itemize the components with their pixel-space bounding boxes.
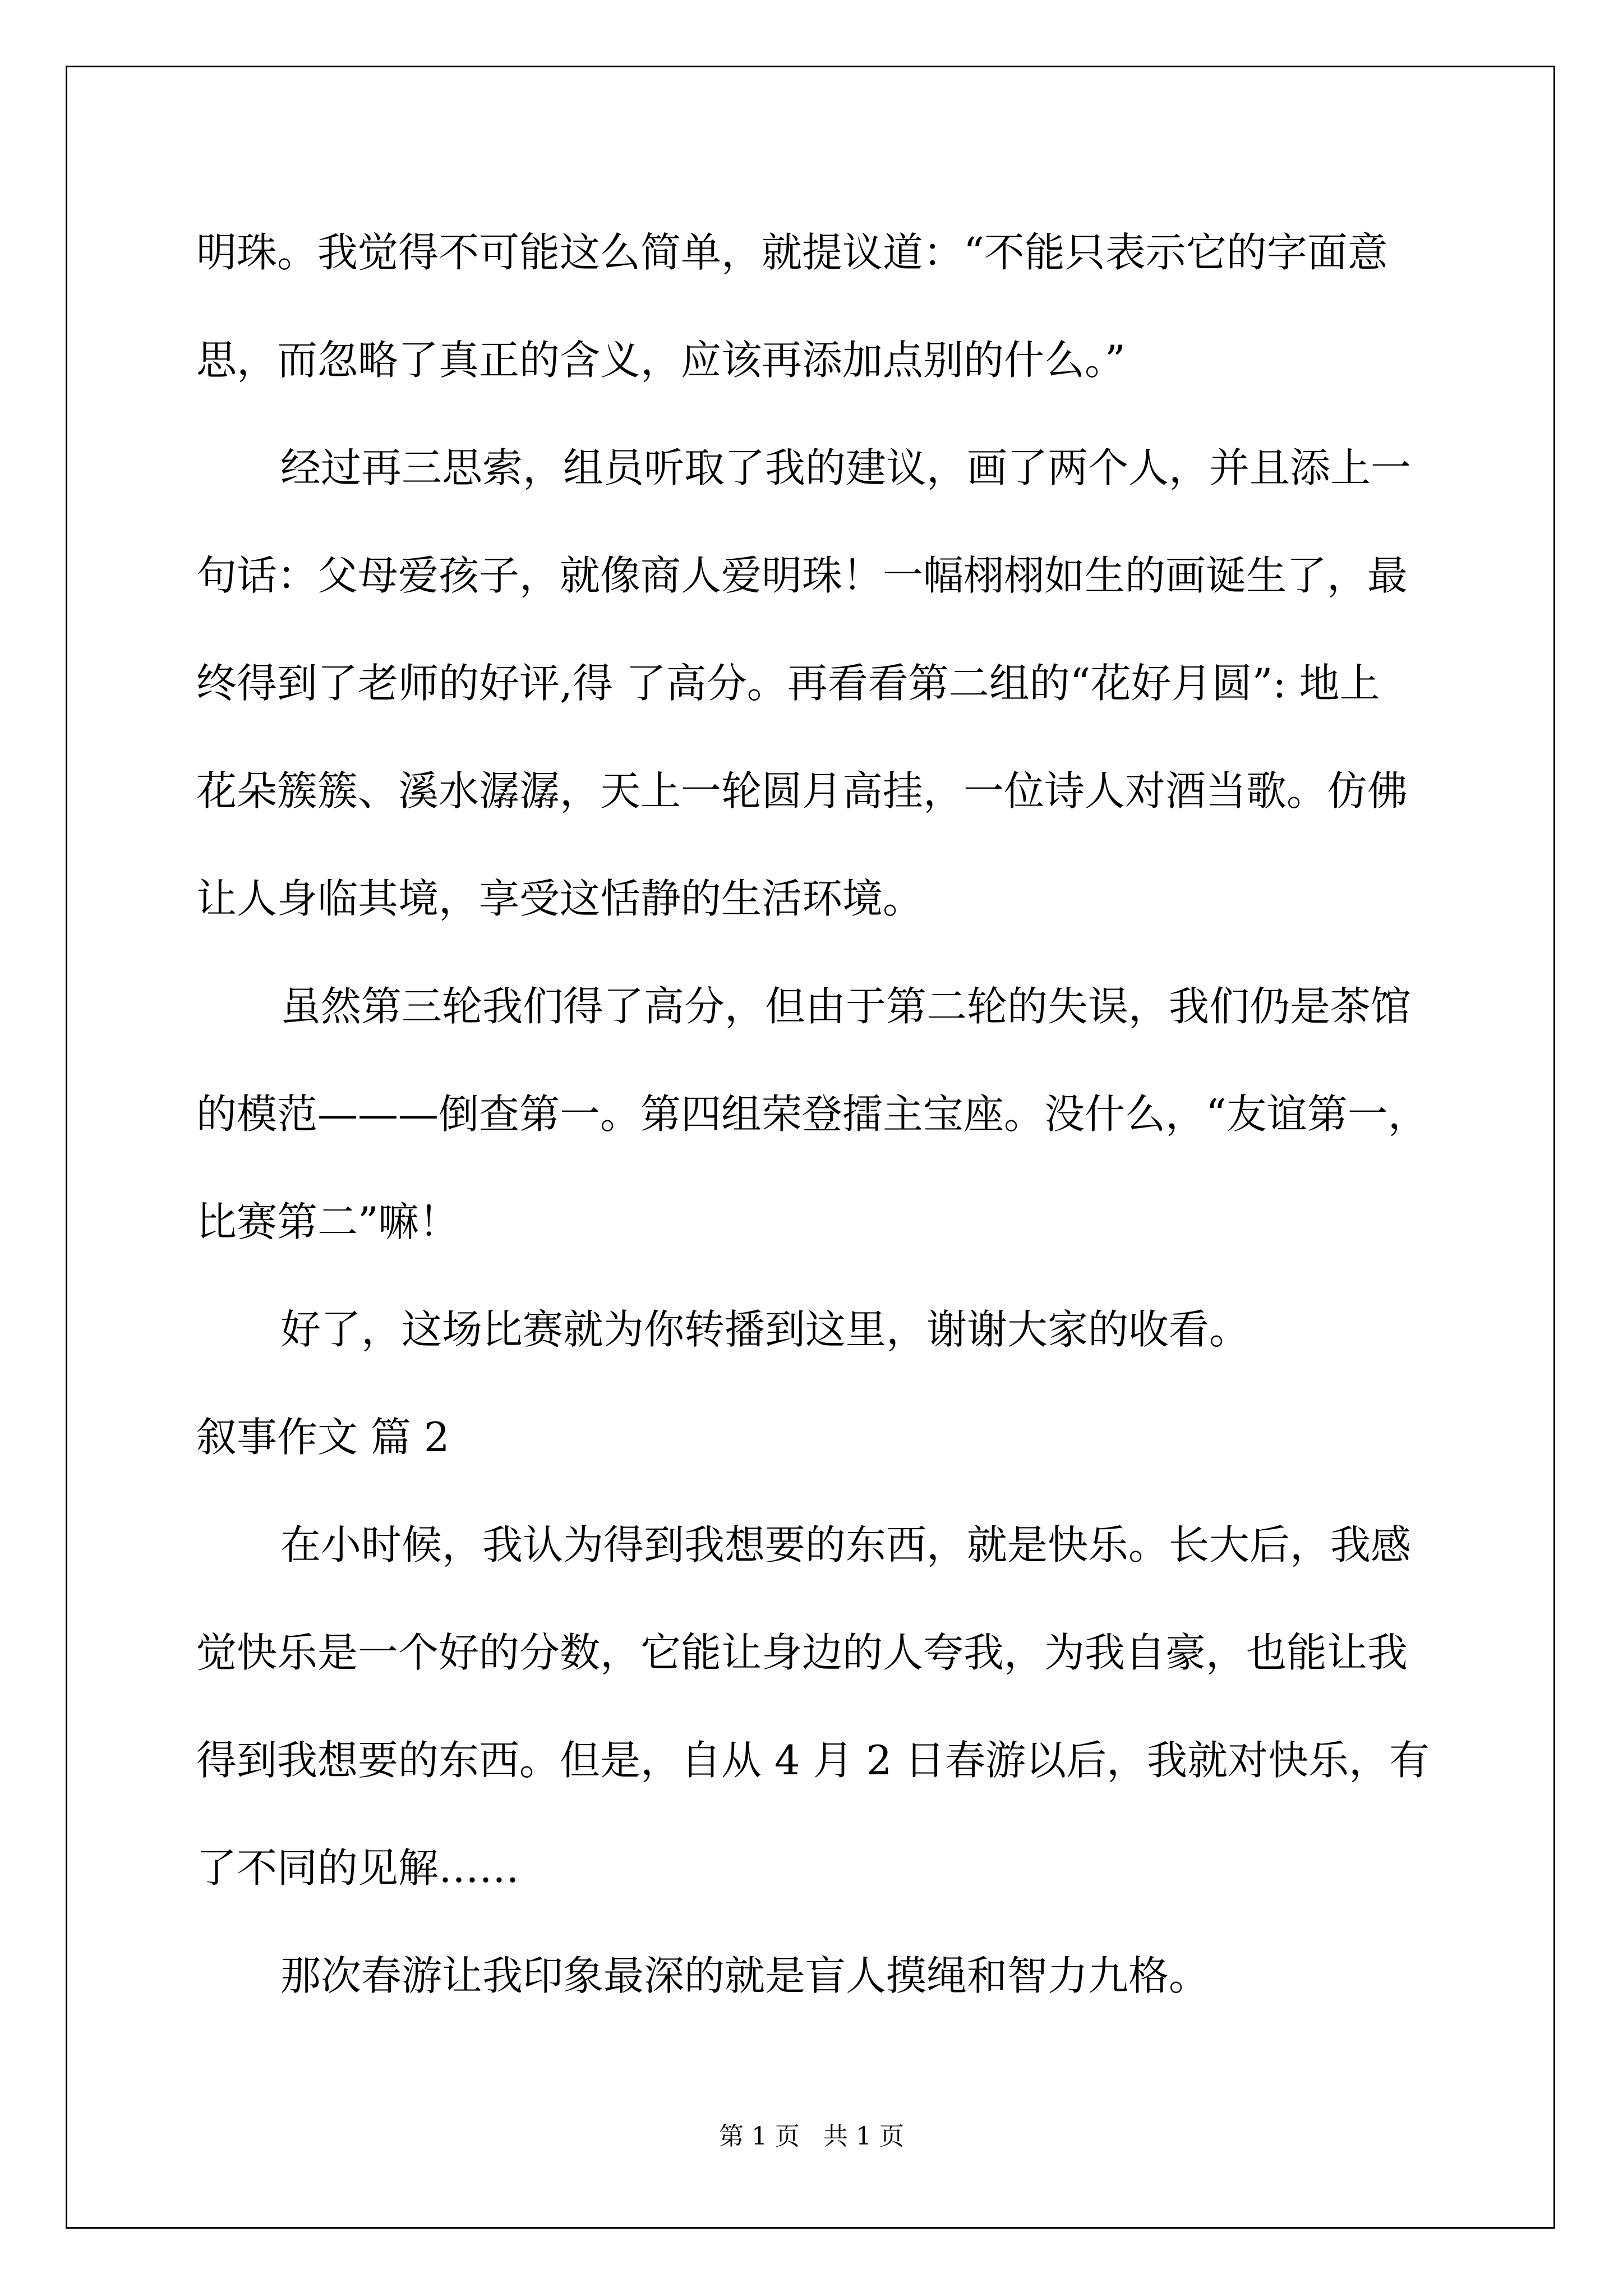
text-line-10: 比赛第二”嘛！ xyxy=(196,1198,459,1245)
text-line-17: 那次春游让我印象最深的就是盲人摸绳和智力九格。 xyxy=(280,1952,1210,1999)
text-line-16: 了不同的见解…… xyxy=(196,1844,520,1892)
text-line-4: 句话：父母爱孩子，就像商人爱明珠！一幅栩栩如生的画诞生了，最 xyxy=(196,552,1408,599)
text-line-5: 终得到了老师的好评,得 了高分。再看看第二组的“花好月圆”: 地上 xyxy=(196,660,1380,707)
text-line-13: 在小时候，我认为得到我想要的东西，就是快乐。长大后，我感 xyxy=(280,1521,1412,1568)
text-line-11: 好了，这场比赛就为你转播到这里，谢谢大家的收看。 xyxy=(280,1306,1250,1353)
text-line-6: 花朵簇簇、溪水潺潺，天上一轮圆月高挂，一位诗人对酒当歌。仿佛 xyxy=(196,767,1408,815)
text-line-3: 经过再三思索，组员听取了我的建议，画了两个人，并且添上一 xyxy=(280,444,1412,491)
text-line-14: 觉快乐是一个好的分数，它能让身边的人夸我，为我自豪，也能让我 xyxy=(196,1629,1408,1676)
text-line-7: 让人身临其境，享受这恬静的生活环境。 xyxy=(196,875,924,922)
text-line-8: 虽然第三轮我们得了高分，但由于第二轮的失误，我们仍是茶馆 xyxy=(280,983,1412,1030)
page-border xyxy=(66,66,1555,2229)
text-line-9: 的模范———倒查第一。第四组荣登擂主宝座。没什么，“友谊第一， xyxy=(196,1091,1428,1138)
text-line-15: 得到我想要的东西。但是，自从 4 月 2 日春游以后，我就对快乐，有 xyxy=(196,1737,1430,1784)
page-footer: 第 1 页 共 1 页 xyxy=(719,2122,904,2151)
text-line-2: 思，而忽略了真正的含义，应该再添加点别的什么。” xyxy=(196,337,1126,384)
text-line-1: 明珠。我觉得不可能这么简单，就提议道：“不能只表示它的字面意 xyxy=(196,229,1388,276)
section-heading: 叙事作文 篇 2 xyxy=(196,1414,450,1461)
